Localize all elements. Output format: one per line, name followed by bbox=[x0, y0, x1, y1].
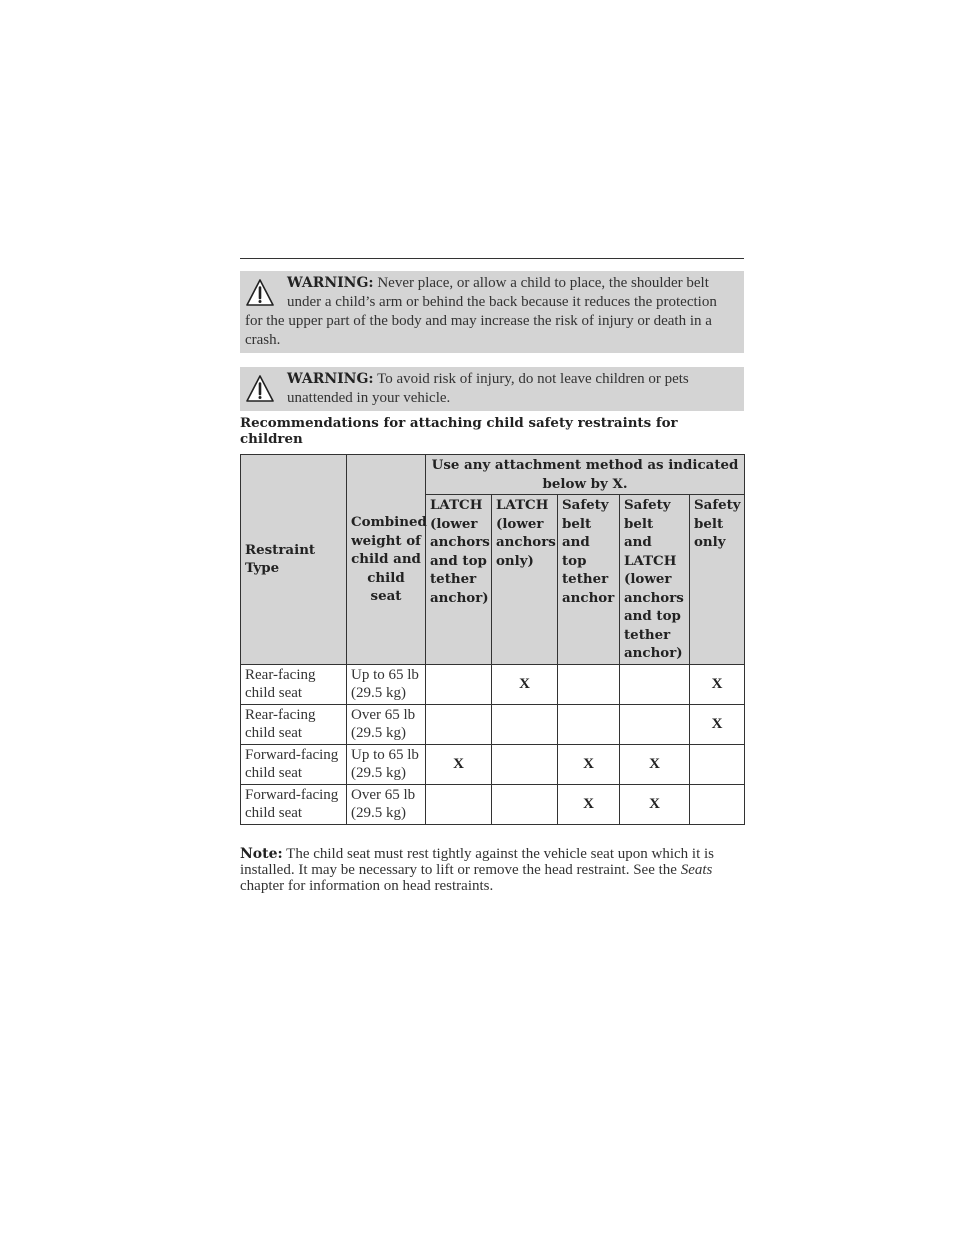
warning-text: To avoid risk of injury, do not leave children or pets unattended in your vehicle. bbox=[287, 371, 689, 406]
top-divider bbox=[240, 258, 744, 259]
header-method-belt-tether: Safety belt and top tether anchor bbox=[558, 495, 620, 665]
warning-label: WARNING: bbox=[287, 275, 374, 291]
warning-triangle-icon bbox=[245, 278, 275, 308]
cell-mark: X bbox=[558, 744, 620, 784]
cell-restraint-type: Forward-facing child seat bbox=[241, 784, 347, 824]
warning-triangle-icon bbox=[245, 374, 275, 404]
header-method-belt-only: Safety belt only bbox=[690, 495, 745, 665]
cell-mark bbox=[426, 664, 492, 704]
note-label: Note: bbox=[240, 846, 283, 862]
cell-mark bbox=[492, 784, 558, 824]
cell-mark bbox=[620, 704, 690, 744]
cell-mark: X bbox=[426, 744, 492, 784]
note-seats-reference: Seats bbox=[680, 862, 713, 878]
cell-mark bbox=[426, 784, 492, 824]
cell-mark: X bbox=[620, 744, 690, 784]
warning-label: WARNING: bbox=[287, 371, 374, 387]
cell-mark bbox=[620, 664, 690, 704]
cell-restraint-type: Forward-facing child seat bbox=[241, 744, 347, 784]
cell-weight: Over 65 lb (29.5 kg) bbox=[347, 784, 426, 824]
table-row bbox=[241, 704, 745, 744]
cell-mark bbox=[558, 664, 620, 704]
cell-mark bbox=[492, 744, 558, 784]
cell-weight: Over 65 lb (29.5 kg) bbox=[347, 704, 426, 744]
cell-mark bbox=[426, 704, 492, 744]
cell-mark: X bbox=[690, 664, 745, 704]
cell-mark bbox=[492, 704, 558, 744]
cell-mark: X bbox=[492, 664, 558, 704]
cell-restraint-type: Rear-facing child seat bbox=[241, 664, 347, 704]
cell-restraint-type: Rear-facing child seat bbox=[241, 704, 347, 744]
note-text-after: chapter for information on head restraints. bbox=[240, 878, 494, 894]
cell-mark bbox=[558, 704, 620, 744]
table-row bbox=[241, 664, 745, 704]
header-method-latch-lower: LATCH (lower anchors only) bbox=[492, 495, 558, 665]
note-paragraph bbox=[240, 846, 744, 894]
warning-box-unattended bbox=[240, 367, 744, 411]
cell-mark bbox=[690, 744, 745, 784]
warning-text: Never place, or allow a child to place, the shoulder belt under a child’s arm or behind the back because it reduces the protection for the upper part of the body and may increase the risk of injury or death in a crash. bbox=[245, 275, 717, 348]
warning-box-shoulder-belt bbox=[240, 271, 744, 353]
header-method-latch-full: LATCH (lower anchors and top tether anchor) bbox=[426, 495, 492, 665]
table-heading: Recommendations for attaching child safety restraints for children bbox=[240, 415, 678, 447]
cell-mark: X bbox=[558, 784, 620, 824]
cell-weight: Up to 65 lb (29.5 kg) bbox=[347, 664, 426, 704]
header-attachment-group: Use any attachment method as indicated below by X. bbox=[426, 455, 745, 495]
cell-weight: Up to 65 lb (29.5 kg) bbox=[347, 744, 426, 784]
child-restraint-table bbox=[240, 454, 745, 825]
cell-mark: X bbox=[620, 784, 690, 824]
cell-mark: X bbox=[690, 704, 745, 744]
header-method-belt-latch: Safety belt and LATCH (lower anchors and top tether anchor) bbox=[620, 495, 690, 665]
header-row-group bbox=[241, 455, 745, 495]
table-row bbox=[241, 744, 745, 784]
cell-mark bbox=[690, 784, 745, 824]
header-restraint-type: Restraint Type bbox=[241, 455, 347, 665]
note-text-before: The child seat must rest tightly against the vehicle seat upon which it is installed. It may be necessary to lift or remove the head restraint. See the bbox=[240, 846, 714, 878]
table-row bbox=[241, 784, 745, 824]
header-combined-weight: Combined weight of child and child seat bbox=[347, 455, 426, 665]
